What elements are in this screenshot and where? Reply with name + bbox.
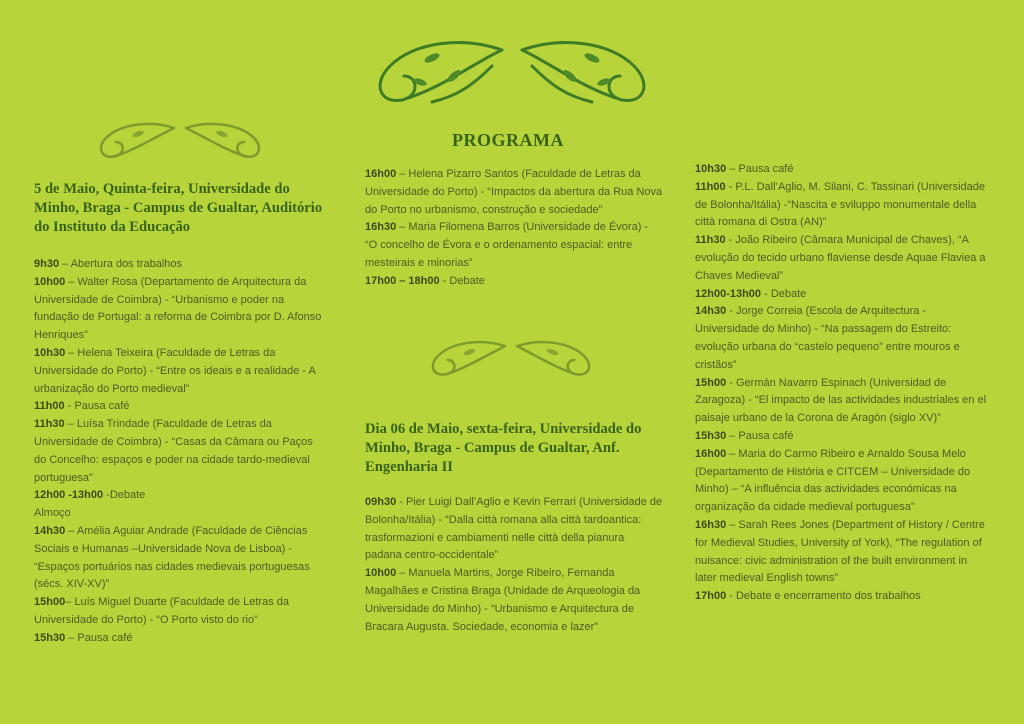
entry-time: 12h00 -13h00 [34, 489, 104, 502]
entry-text: – Walter Rosa (Departamento de Arquitectura da Universidade de Coimbra) - “Urbanismo e poder na fundação de Portugal: a reforma de Coimbra por D. Afonso Henriques” [34, 275, 322, 342]
schedule-entry [34, 505, 326, 523]
entry-time: 11h00 [695, 180, 726, 193]
entry-text: -Debate [103, 489, 146, 502]
schedule-entry [365, 565, 663, 636]
schedule-entry [34, 256, 326, 274]
schedule-entry [365, 219, 663, 272]
entry-text: – Maria Filomena Barros (Universidade de Évora) - “O concelho de Évora e o ordenamento espacial: entre mesteirais e minorias” [365, 221, 649, 269]
entry-text: - Pausa café [64, 400, 130, 413]
entry-time: 16h00 [365, 168, 397, 180]
schedule-entry [34, 630, 326, 648]
day1-heading: 5 de Maio, Quinta-feira, Universidade do Minho, Braga - Campus de Gualtar, Auditório do Instituto da Educação [34, 181, 323, 235]
entry-text: – Helena Teixeira (Faculdade de Letras da Universidade do Porto) - “Entre os ideais e a realidade - A urbanização do Porto medieval” [34, 346, 316, 395]
entry-text: - João Ribeiro (Câmara Municipal de Chaves), “A evolução do tecido urbano flaviense desde Aquae Flaviea a Chaves Medieval” [695, 234, 986, 282]
schedule-entry [365, 494, 663, 565]
schedule-entry [34, 274, 326, 345]
schedule-entry [695, 179, 990, 232]
schedule-entry [34, 487, 326, 505]
entry-time: 15h30 [34, 631, 66, 644]
entry-time: 11h30 [34, 418, 65, 431]
schedule-entry [695, 446, 990, 517]
schedule-entry [365, 273, 663, 291]
entry-time: 14h30 [695, 305, 727, 318]
schedule-entry [695, 161, 990, 179]
entry-text: - Jorge Correia (Escola de Arquitectura - Universidade do Minho) - “Na passagem do Estreito: evolução urbana do “castelo pequeno” entre mouros e cristãos” [695, 305, 960, 371]
entry-text: – Maria do Carmo Ribeiro e Arnaldo Sousa Melo (Departamento de História e CITCEM – Universidade do Minho) – “A influência das actividades económicas na organização da cidade medieval portuguesa” [695, 447, 971, 514]
entry-text: – Luísa Trindade (Faculdade de Letras da Universidade de Coimbra) - “Casas da Câmara ou Paços do Concelho: espaços e poder na cidade tardo-medieval portuguesa” [34, 418, 313, 484]
entry-time: 10h30 [34, 346, 66, 359]
entry-time: 10h00 [365, 567, 397, 580]
entry-time: 16h30 [365, 221, 397, 234]
schedule-entry [34, 523, 326, 594]
entry-text: – Pausa café [65, 631, 133, 644]
entry-time: 10h30 [695, 163, 727, 175]
swirl-ornament-small-left [90, 120, 270, 162]
schedule-entry [695, 588, 990, 606]
entry-text: Almoço [34, 507, 71, 520]
entry-time: 11h00 [34, 400, 65, 413]
day2-heading: Dia 06 de Maio, sexta-feira, Universidade do Minho, Braga - Campus de Gualtar, Anf. Engenharia II [365, 421, 642, 475]
entry-text: – Sarah Rees Jones (Department of History / Centre for Medieval Studies, University of York), “The regulation of nuisance: civic administration of the built environment in later medieval English towns” [695, 518, 985, 585]
swirl-ornament-small-middle [422, 338, 600, 380]
entry-text: – Helena Pizarro Santos (Faculdade de Letras da Universidade do Porto) - “Impactos da abertura da Rua Nova do Porto no urbanismo, construção e sociedade” [365, 168, 663, 216]
entry-time: 09h30 [365, 496, 397, 508]
entry-time: 14h30 [34, 524, 66, 537]
schedule-entry [34, 416, 326, 487]
schedule-entry [695, 232, 990, 285]
entry-time: 16h00 [695, 447, 727, 460]
schedule-entry [34, 594, 326, 630]
entry-time: 15h30 [695, 429, 727, 442]
entry-time: 17h00 [695, 590, 727, 603]
entry-text: – Amélia Aguiar Andrade (Faculdade de Ciências Sociais e Humanas –Universidade Nova de Lisboa) - “Espaços portuários nas cidades medievais portuguesas (sécs. XIV-XV)” [34, 524, 310, 591]
schedule-entry [695, 375, 990, 428]
swirl-ornament-large [362, 36, 662, 108]
schedule-entry [695, 286, 990, 304]
entry-time: 15h00 [34, 596, 66, 609]
entry-text: – Manuela Martins, Jorge Ribeiro, Fernanda Magalhães e Cristina Braga (Unidade de Arqueologia da Universidade do Minho) - “Urbanismo e Arquitectura de Bracara Augusta. Sociedade, economia e lazer” [365, 567, 641, 633]
entry-time: 9h30 [34, 258, 60, 270]
schedule-entry [34, 345, 326, 398]
schedule-entry [695, 303, 990, 374]
schedule-entry [695, 428, 990, 446]
entry-time: 11h30 [695, 234, 726, 247]
entry-time: 17h00 – 18h00 [365, 274, 440, 287]
entry-time: 15h00 [695, 376, 727, 389]
entry-text: - P.L. Dall’Aglio, M. Silani, C. Tassinari (Universidade de Bolonha/Itália) -“Nascita e sviluppo monumentale della città romana di Ostra (AN)” [695, 180, 986, 229]
entry-text: - Debate [439, 274, 485, 287]
entry-text: - Debate e encerramento dos trabalhos [726, 590, 921, 603]
entry-text: – Pausa café [726, 429, 794, 442]
schedule-entry [365, 166, 663, 219]
entry-text: - Pier Luigi Dall’Aglio e Kevin Ferrari (Universidade de Bolonha/Itália) - “Dalla città romana alla città tardoantica: trasformazioni e cambiamenti nelle città della pianura padana centro-occidentale” [365, 496, 663, 562]
entry-text: – Pausa café [726, 163, 794, 175]
entry-time: 12h00-13h00 [695, 287, 762, 300]
entry-text: – Luís Miguel Duarte (Faculdade de Letras da Universidade do Porto) - “O Porto visto do rio” [34, 596, 290, 626]
entry-text: - Germán Navarro Espinach (Universidad de Zaragoza) - “El impacto de las actividades industriales en el paisaje urbano de la Corona de Aragón (siglo XV)” [695, 376, 987, 425]
entry-text: – Abertura dos trabalhos [59, 258, 182, 270]
schedule-entry [695, 517, 990, 588]
page-title: PROGRAMA [452, 130, 564, 150]
schedule-entry [34, 398, 326, 416]
entry-text: - Debate [761, 287, 807, 300]
entry-time: 16h30 [695, 518, 727, 531]
entry-time: 10h00 [34, 275, 66, 288]
